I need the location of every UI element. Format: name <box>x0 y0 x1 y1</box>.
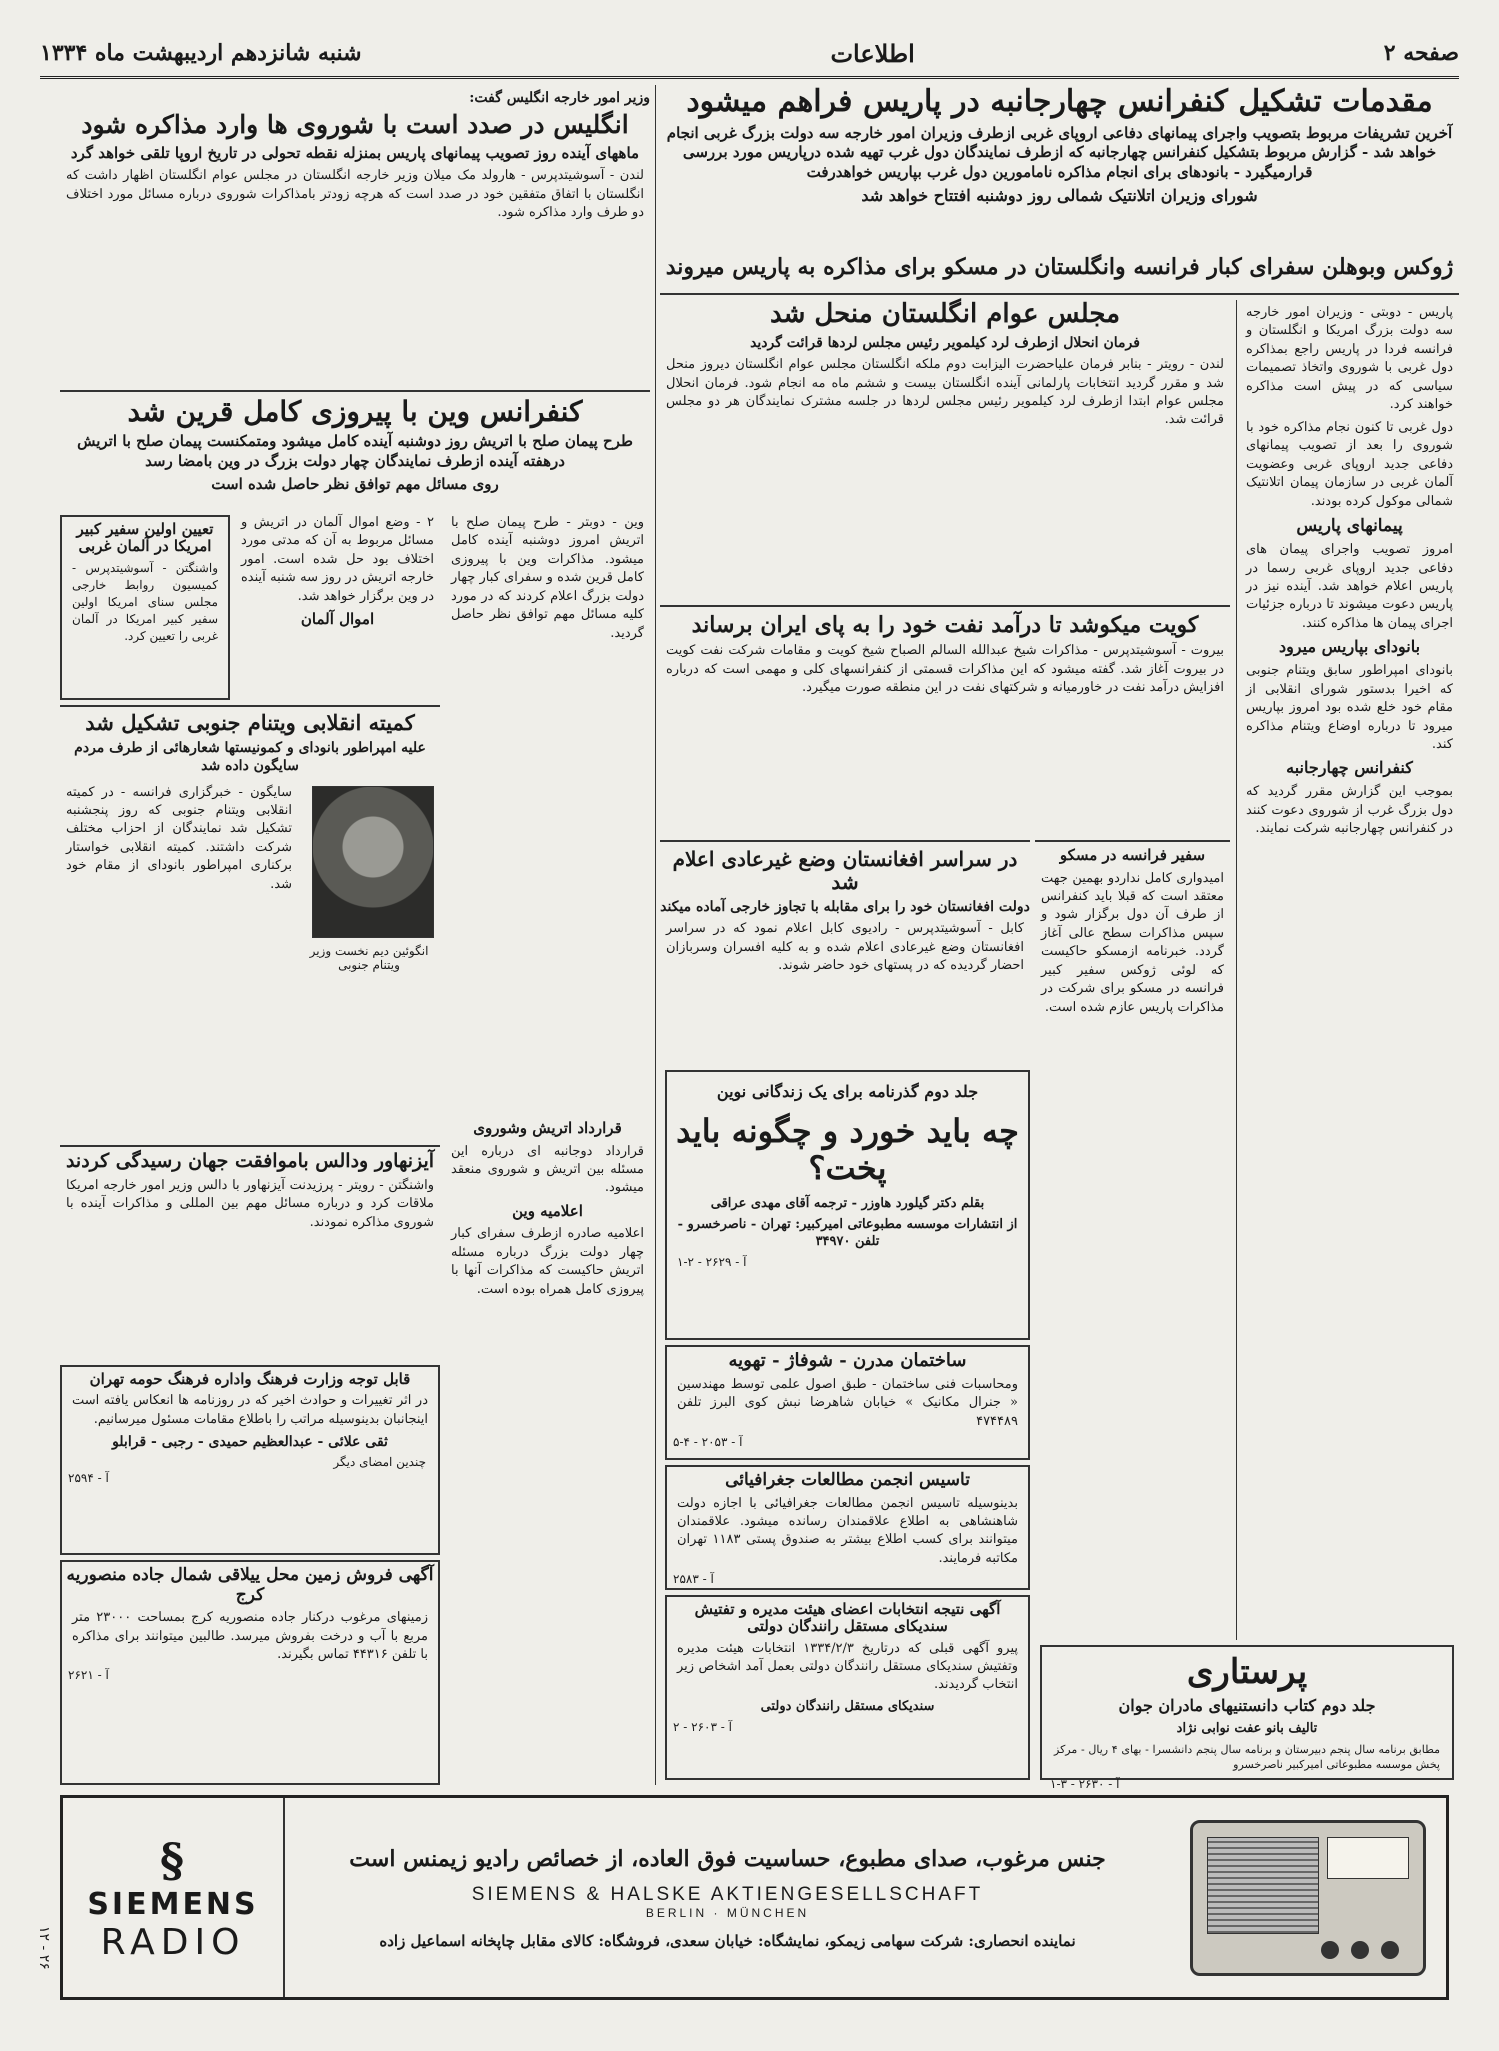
siemens-company: SIEMENS & HALSKE AKTIENGESELLSCHAFT <box>471 1883 984 1905</box>
main-subhead-box <box>660 255 1459 295</box>
land-code: آ - ۲۶۲۱ <box>68 1668 109 1683</box>
nursing-ad <box>1040 1645 1454 1791</box>
german-assets-heading: اموال آلمان <box>300 610 375 629</box>
uk-deck: فرمان انحلال ازطرف لرد کیلمویر رئیس مجلس لردها قرائت گردید <box>750 334 1140 351</box>
book-publisher: از انتشارات موسسه مطبوعاتی امیرکبیر: تهران - ناصرخسرو - تلفن ۳۴۹۷۰ <box>677 1217 1018 1250</box>
main-headline: مقدمات تشکیل کنفرانس چهارجانبه در پاریس فراهم میشود <box>686 84 1433 119</box>
uk-headline: مجلس عوام انگلستان منحل شد <box>769 299 1121 329</box>
siemens-persian-bottom: نماینده انحصاری: شرکت سهامی زیمکو، نمایشگاه: خیابان سعدی، فروشگاه: کالای مقابل چاپخانه اسماعیل زاده <box>379 1931 1076 1950</box>
four-power-heading: کنفرانس چهارجانبه <box>1286 758 1413 778</box>
vietnam-headline: کمیته انقلابی ویتنام جنوبی تشکیل شد <box>85 710 415 735</box>
union-code: آ - ۲۶۰۳ - ۲ <box>673 1719 732 1734</box>
paris-col-b: دول غربی تا کنون نجام مذاکره خود با شوروی را بعد از تصویب پیمانهای دفاعی جدید اروپای غربی وعضویت آلمان غربی در سازمان پیمان اتلانتیک شمالی موکول کرده بودند. <box>1246 419 1453 509</box>
foreign-deck: ماههای آینده روز تصویب پیمانهای پاریس بمنزله نقطه تحولی در تاریخ اروپا تلقی خواهد گرد <box>70 143 640 162</box>
vienna-col-3 <box>445 1115 650 1785</box>
vienna-deck-2: روی مسائل مهم توافق نظر حاصل شده است <box>211 475 499 494</box>
radio-grill <box>1207 1837 1319 1934</box>
austria-soviet-text: قرارداد دوجانبه ای درباره این مسئله بین اتریش و شوروی منعقد میشود. <box>451 1143 644 1196</box>
uk-parliament-story <box>660 300 1230 600</box>
eisenhower-story <box>60 1145 440 1360</box>
page-number: صفحه ۲ <box>1383 40 1459 66</box>
main-deck-2: شورای وزیران اتلانتیک شمالی روز دوشنبه افتتاح خواهد شد <box>861 186 1258 205</box>
nursing-author: تالیف بانو عفت نوابی نژاد <box>1176 1720 1318 1736</box>
geography-title: تاسیس انجمن مطالعات جغرافیائی <box>725 1470 970 1490</box>
vienna-declaration-heading: اعلامیه وین <box>512 1201 583 1220</box>
germany-envoy-story <box>60 515 230 700</box>
paris-pacts-text: امروز تصویب واجرای پیمان های دفاعی جدید اروپای غربی رسما در پاریس اعلام خواهد شد. آینده نیز در پاریس دعوت میشوند تا درباره جزئیات اجرای پیمان ها مذاکره کنند. <box>1246 542 1453 631</box>
foreign-text: لندن - آسوشیتدپرس - هارولد مک میلان وزیر خارجه انگلستان در مجلس عوام انگلستان اظهار داشت که انگلستان با اتفاق متفقین خود در صدد است که هرچه زودتر بامذاکرات شوروی درباره مسائل مورد اختلاف دو طرف وارد مذاکره شود. <box>66 168 644 221</box>
geography-code: آ - ۲۵۸۳ <box>673 1572 714 1587</box>
union-title: آگهی نتیجه انتخابات اعضای هیئت مدیره و تفتیش سندیکای مستقل رانندگان دولتی <box>694 1600 1001 1636</box>
vietnam-story <box>60 705 440 1140</box>
afghanistan-story <box>660 840 1030 1060</box>
education-more: چندین امضای دیگر <box>333 1455 426 1470</box>
geography-text: بدینوسیله تاسیس انجمن مطالعات جغرافیائی با اجازه دولت شاهنشاهی به اطلاع علاقمندان رسانده میشود. علاقمندان میتوانند برای کسب اطلاع بیشتر به صندوق پستی ۱۱۸۳ تهران مکاتبه فرمایند. <box>677 1495 1019 1566</box>
siemens-persian-top: جنس مرغوب، صدای مطبوع، حساسیت فوق العاده، از خصائص رادیو زیمنس است <box>349 1845 1106 1872</box>
nursing-text: مطابق برنامه سال پنجم دبیرستان و برنامه سال پنجم دانشسرا - بهای ۴ ریال - مرکز پخش موسسه مطبوعاتی امیرکبیر ناصرخسرو <box>1054 1742 1440 1772</box>
land-ad <box>60 1560 440 1785</box>
radio-knob <box>1381 1941 1399 1959</box>
main-deck: آخرین تشریفات مربوط بتصویب واجرای پیمانهای دفاعی اروپای غربی ازطرف وزیران امور خارجه سه دولت بزرگ غربی انجام خواهد شد - گزارش مربوط بتشکیل کنفرانس چهارجانبه که ازطرف نمایندگان دول غرب تهیه شده درپاریس مورد بررسی قرارمیگیرد - بانودهای برای انجام مذاکره نامامورین دول غرب بپاریس خواهدرفت <box>666 123 1453 181</box>
vienna-deck: طرح پیمان صلح با اتریش روز دوشنبه آینده کامل میشود ومتمکنست پیمان صلح با اتریش درهفته آینده ازطرف نمایندگان چهار دولت بزرگ در وین بامضا رسد <box>77 432 633 470</box>
foreign-headline: انگلیس در صدد است با شوروی ها وارد مذاکره شود <box>81 110 629 140</box>
building-ad <box>665 1345 1030 1460</box>
afghanistan-headline: در سراسر افغانستان وضع غیرعادی اعلام شد <box>672 847 1018 894</box>
book-ad <box>665 1070 1030 1340</box>
book-title: چه باید خورد و چگونه باید پخت؟ <box>676 1111 1019 1187</box>
nursing-subtitle: جلد دوم کتاب دانستنیهای مادران جوان <box>1118 1696 1376 1716</box>
main-subhead: ژوکس وبوهلن سفرای کبار فرانسه وانگلستان در مسکو برای مذاکره به پاریس میروند <box>665 254 1454 280</box>
baodai-text: بانودای امپراطور سابق ویتنام جنوبی که اخیرا بدستور شورای انقلابی از مقام خود خلع شده بود امروز بپاریس میرود تا درباره اوضاع ویتنام مذاکره کند. <box>1246 663 1453 752</box>
union-sign: سندیکای مستقل رانندگان دولتی <box>760 1698 935 1714</box>
radio-dial <box>1327 1837 1409 1879</box>
vienna-col1-text: وین - دوبتر - طرح پیمان صلح با اتریش امروز دوشنبه آینده کامل میشود. مذاکرات وین با پیروزی کامل قرین شده و سفرای کبار چهار دولت بزرگ اعلام کردند که در مورد کلیه مسائل مهم توافق نظر حاصل گردید. <box>451 515 644 641</box>
moscow-heading: سفیر فرانسه در مسکو <box>1059 846 1206 864</box>
siemens-product: RADIO <box>100 1921 246 1963</box>
portrait-photo <box>312 786 434 938</box>
afghanistan-deck: دولت افغانستان خود را برای مقابله با تجاوز خارجی آماده میکند <box>660 899 1030 915</box>
vienna-declaration-text: اعلامیه صادره ازطرف سفرای کبار چهار دولت بزرگ درباره مسئله اتریش حاکیست که مذاکرات آنها با پیروزی کامل همراه بوده است. <box>451 1226 644 1297</box>
education-text: در اثر تغییرات و حوادث اخیر که در روزنامه ها انعکاس یافته است اینجانبان بدینوسیله مراتب را باطلاع مقامات مسئول میرسانیم. <box>72 1393 428 1427</box>
nursing-code: آ - ۲۶۳۰ - ۳-۱ <box>1050 1777 1120 1791</box>
book-author: بقلم دکتر گیلورد هاوزر - ترجمه آقای مهدی عراقی <box>710 1196 985 1212</box>
geography-ad <box>665 1465 1030 1590</box>
vienna-col-1 <box>445 510 650 1110</box>
radio-knob <box>1351 1941 1369 1959</box>
radio-illustration <box>1190 1820 1426 1976</box>
paris-column <box>1240 300 1459 1500</box>
vietnam-text: سایگون - خبرگزاری فرانسه - در کمیته انقلابی ویتنام جنوبی که روز پنجشنبه تشکیل شد نمایندگان از احزاب مختلف شرکت داشتند. کمیته انقلابی خواستار برکناری امپراطور بانودای از مقام خود شد. <box>66 784 292 892</box>
education-signers: ثقی علائی - عبدالعظیم حمیدی - رجبی - قرابلو <box>112 1434 388 1451</box>
germany-text: واشنگتن - آسوشیتدپرس - کمیسیون روابط خارجی مجلس سنای امریکا اولین سفیر کبیر امریکا در آلمان غربی را تعیین کرد. <box>72 560 218 643</box>
austria-soviet-heading: قرارداد اتریش وشوروی <box>473 1119 622 1137</box>
siemens-cities: BERLIN · MÜNCHEN <box>645 1905 810 1920</box>
vienna-col2-text: ۲ - وضع اموال آلمان در اتریش و مسائل مربوط به آن که مدتی مورد اختلاف بود حل شده است. امور خارجه اتریش در روز سه شنبه آینده در وین برگزار خواهد شد. <box>241 515 434 604</box>
main-story <box>660 85 1459 260</box>
vienna-headline: کنفرانس وین با پیروزی کامل قرین شد <box>127 395 583 428</box>
union-text: پیرو آگهی قبلی که درتاریخ ۱۳۳۴/۲/۳ انتخابات هیئت مدیره وتفتیش سندیکای مستقل رانندگان دولتی بعمل آمد اشخاص زیر انتخاب گردیدند. <box>677 1640 1018 1693</box>
eisenhower-headline: آیزنهاور ودالس باموافقت جهان رسیدگی کردند <box>65 1150 435 1172</box>
book-tag: جلد دوم گذرنامه برای یک زندگانی نوین <box>716 1082 979 1101</box>
union-ad <box>665 1595 1030 1780</box>
uk-text: لندن - رویتر - بنابر فرمان علیاحضرت الیزابت دوم ملکه انگلستان مجلس عوام انگلستان دیروز منحل شد و مقرر گردید انتخابات پارلمانی آینده انگلستان بیست و ششم ماه مه انجام شود. فرمان انحلال مجلس عوام ابتدا ازطرف لرد کیلمویر رئیس مجلس لردها در جلسه مشترک نمایندگان هر دو مجلس قرائت شد. <box>666 357 1224 428</box>
building-title: ساختمان مدرن - شوفاژ - تهویه <box>728 1350 967 1371</box>
education-title: قابل توجه وزارت فرهنگ واداره فرهنگ حومه تهران <box>89 1370 411 1388</box>
four-power-text: بموجب این گزارش مقرر گردید که دول بزرگ غرب از شوروی دعوت کنند در کنفرانس چهارجانبه شرکت نمایند. <box>1246 784 1453 837</box>
masthead <box>40 30 1459 79</box>
foreign-secretary-story <box>60 85 650 385</box>
nursing-title: پرستاری <box>1186 1652 1308 1692</box>
siemens-code: ۲۶ - ۱۲ <box>36 1926 52 1970</box>
column-rule <box>1236 300 1237 1640</box>
vienna-head <box>60 390 650 505</box>
siemens-brand: SIEMENS <box>87 1886 259 1922</box>
siemens-s-icon: § <box>159 1832 187 1887</box>
photo-caption: انگوئین دیم نخست وزیر ویتنام جنوبی <box>309 943 429 972</box>
center-rule <box>655 85 656 1785</box>
kuwait-story <box>660 605 1230 840</box>
moscow-column <box>1035 840 1230 1640</box>
foreign-kicker: وزیر امور خارجه انگلیس گفت: <box>469 90 650 106</box>
book-code: آ - ۲۶۲۹ - ۲-۱ <box>677 1255 747 1270</box>
radio-knob <box>1321 1941 1339 1959</box>
building-code: آ - ۲۰۵۳ - ۴-۵ <box>673 1435 743 1450</box>
afghanistan-text: کابل - آسوشیتدپرس - رادیوی کابل اعلام نمود که در سراسر افغانستان وضع غیرعادی اعلام شده و به کلیه افسران وسربازان احضار گردیده که در پستهای خود حاضر شوند. <box>666 921 1024 974</box>
moscow-text: امیدواری کامل نداردو بهمین جهت معتقد است که قبلا باید کنفرانس از طرف آن دول برگزار شود و سپس مذاکرات سطح عالی آغاز گردد. خبرنامه ازمسکو حاکیست که لوئی ژوکس سفیر کبیر فرانسه در مسکو برای شرکت در مذاکرات پاریس عازم شده است. <box>1041 870 1224 1015</box>
siemens-copy <box>285 1840 1170 1956</box>
siemens-logo <box>63 1798 285 1997</box>
paris-col-a: پاریس - دوبتی - وزیران امور خارجه سه دولت بزرگ امریکا و انگلستان و فرانسه فردا در پاریس راجع بمذاکره دول غربی با شوروی واتخاذ تصمیمات سیاسی که در پیش است مذاکره خواهند کرد. <box>1246 305 1453 413</box>
land-title: آگهی فروش زمین محل ییلاقی شمال جاده منصوریه کرج <box>66 1565 434 1605</box>
building-text: ومحاسبات فنی ساختمان - طبق اصول علمی توسط مهندسین « جنرال مکانیک » خیابان شاهرضا نبش کوی البرز تلفن ۴۷۴۴۸۹ <box>677 1376 1018 1429</box>
land-text: زمینهای مرغوب درکنار جاده منصوریه کرج بمساحت ۲۳۰۰۰ متر مربع با آب و درخت بفروش میرسد. طالبین میتوانند برای مذاکره با تلفن ۴۴۳۱۶ تماس بگیرند. <box>72 1610 428 1662</box>
siemens-ad <box>60 1795 1449 2000</box>
kuwait-text: بیروت - آسوشیتدپرس - مذاکرات شیخ عبدالله السالم الصباح شیخ کویت و مقامات شرکت نفت کویت در بیروت آغاز شد. گفته میشود که این مذاکرات قسمتی از کنفرانسهای کلی و مهمی است که درباره افزایش درآمد نفت در خاورمیانه و شرکتهای نفت در این منطقه صورت میگیرد. <box>666 643 1224 696</box>
paris-pacts-heading: پیمانهای پاریس <box>1296 515 1403 536</box>
education-notice <box>60 1365 440 1555</box>
eisenhower-text: واشنگتن - رویتر - پرزیدنت آیزنهاور با دالس وزیر امور خارجه امریکا ملاقات کرد و درباره مسائل مهم بین المللی و مذاکرات آینده با شوروی مذاکره نمودند. <box>66 1177 434 1230</box>
vietnam-deck: علیه امپراطور بانودای و کمونیستها شعارهائی از طرف مردم سایگون داده شد <box>74 740 426 775</box>
kuwait-headline: کویت میکوشد تا درآمد نفت خود را به پای ایران برساند <box>691 612 1199 638</box>
date-line: شنبه شانزدهم اردیبهشت ماه ۱۳۳۴ <box>40 40 362 66</box>
education-code: آ - ۲۵۹۴ <box>68 1471 109 1486</box>
baodai-heading: بانودای بپاریس میرود <box>1278 637 1421 657</box>
germany-headline: تعیین اولین سفیر کبیر امریکا در آلمان غربی <box>76 520 214 556</box>
paper-name: اطلاعات <box>830 38 915 68</box>
